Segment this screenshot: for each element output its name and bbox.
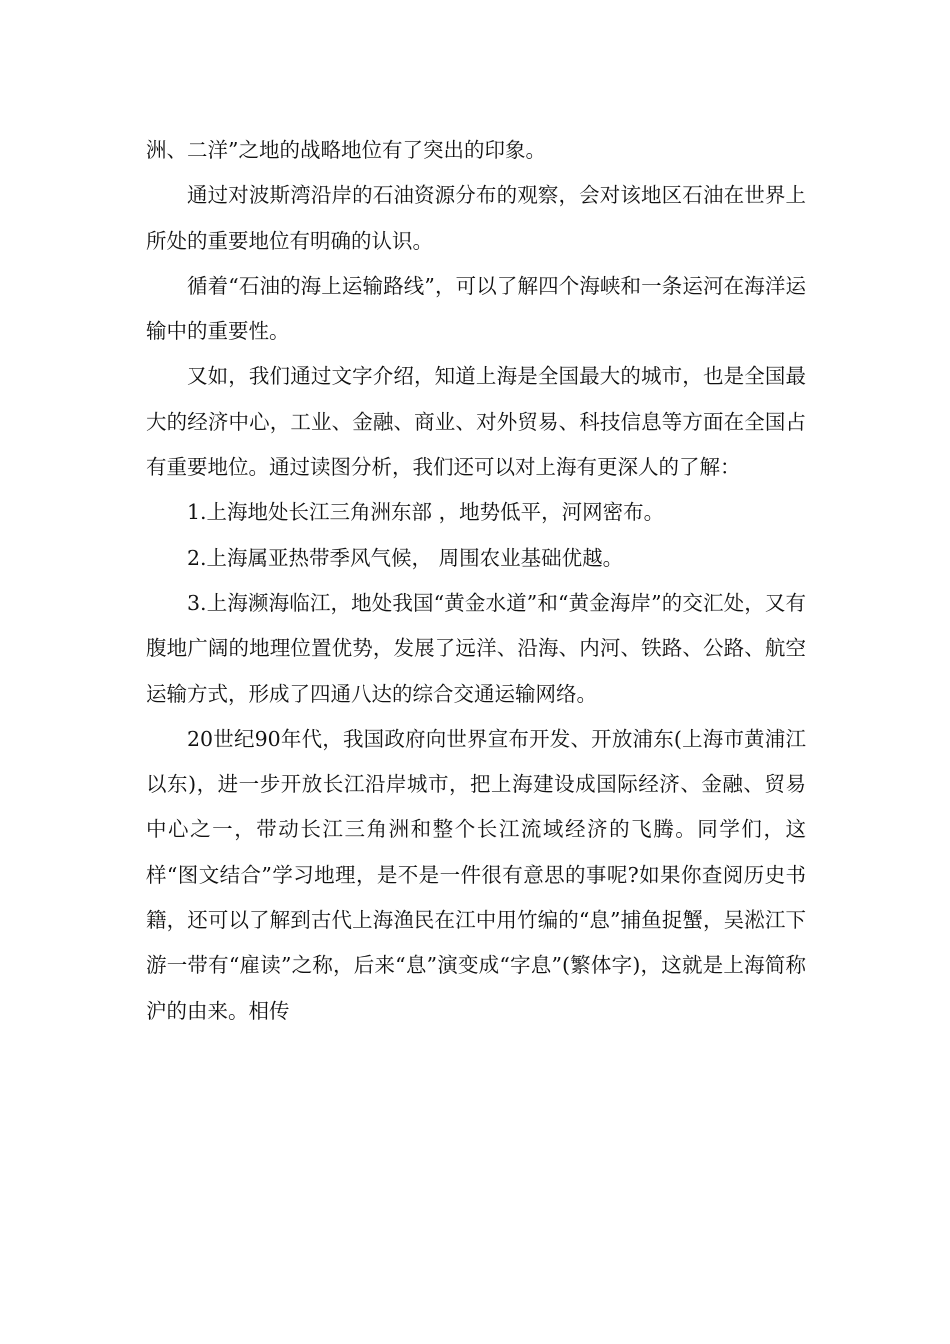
document-body xyxy=(146,128,806,1034)
paragraph-5: 20世纪90年代，我国政府向世界宣布开发、开放浦东(上海市黄浦江以东)，进一步开放长江沿岸城市，把上海建设成国际经济、金融、贸易中心之一，带动长江三角洲和整个长江流域经济的飞腾。同学们，这样“图文结合”学习地理，是不是一件很有意思的事呢?如果你查阅历史书籍，还可以了解到古代上海渔民在江中用竹编的“息”捕鱼捉蟹，吴淞江下游一带有“雇读”之称，后来“息”演变成“字息”(繁体字)，这就是上海简称沪的由来。相传 xyxy=(146,726,806,1023)
list-item-3: 3.上海濒海临江，地处我国“黄金水道”和“黄金海岸”的交汇处，又有腹地广阔的地理位置优势，发展了远洋、沿海、内河、铁路、公路、航空运输方式，形成了四通八达的综合交通运输网络。 xyxy=(146,590,806,706)
paragraph-3: 循着“石油的海上运输路线”，可以了解四个海峡和一条运河在海洋运输中的重要性。 xyxy=(146,273,806,344)
list-item-1: 1.上海地处长江三角洲东部 ，地势低平，河网密布。 xyxy=(187,500,665,525)
paragraph-4: 又如，我们通过文字介绍，知道上海是全国最大的城市，也是全国最大的经济中心，工业、金融、商业、对外贸易、科技信息等方面在全国占有重要地位。通过读图分析，我们还可以对上海有更深人的了解： xyxy=(146,364,806,480)
list-item-2: 2.上海属亚热带季风气候， 周围农业基础优越。 xyxy=(187,545,624,570)
paragraph-2: 通过对波斯湾沿岸的石油资源分布的观察，会对该地区石油在世界上所处的重要地位有明确的认识。 xyxy=(146,183,806,253)
paragraph-1: 洲、二洋”之地的战略地位有了突出的印象。 xyxy=(146,138,546,162)
